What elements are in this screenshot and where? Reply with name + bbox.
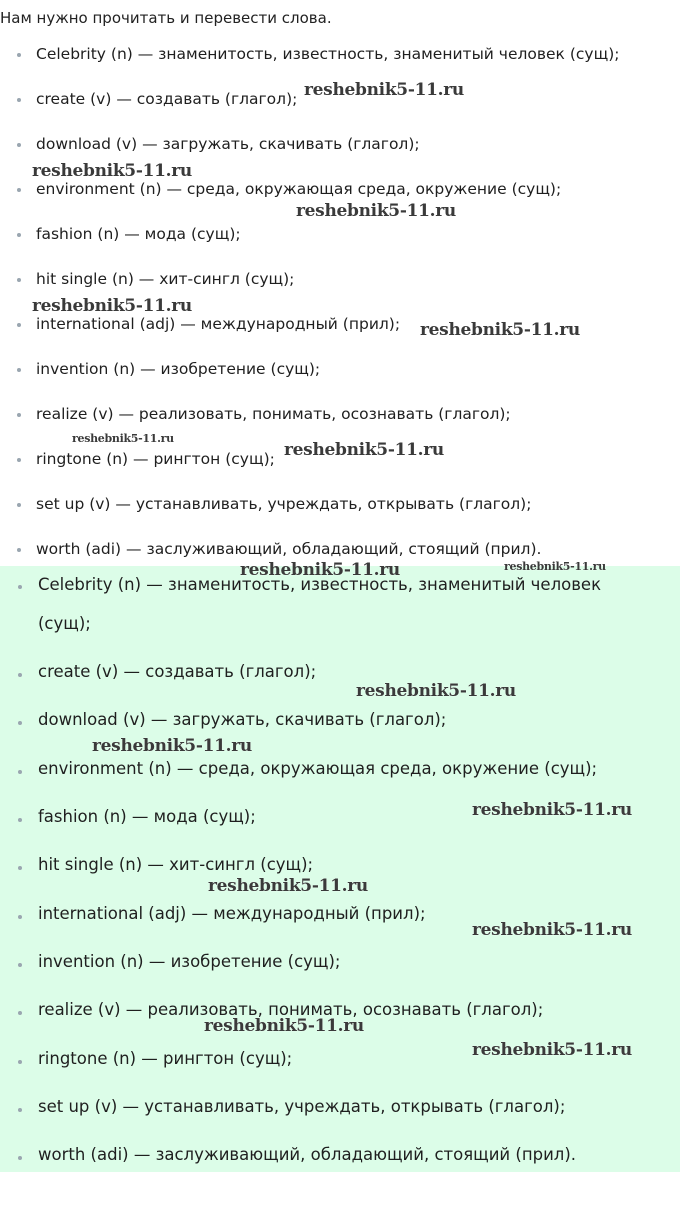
watermark: reshebnik5-11.ru (240, 560, 400, 580)
list-item-text: hit single (n) — хит-сингл (сущ); (38, 855, 314, 874)
watermark: reshebnik5-11.ru (204, 1016, 364, 1036)
bullet-icon (18, 585, 22, 589)
watermark: reshebnik5-11.ru (356, 681, 516, 701)
watermark: reshebnik5-11.ru (472, 800, 632, 820)
list-item-text: invention (n) — изобретение (сущ); (38, 952, 341, 971)
list-item-text: hit single (n) — хит-сингл (сущ); (36, 270, 295, 288)
bullet-icon (18, 963, 22, 967)
watermark: reshebnik5-11.ru (284, 440, 444, 460)
list-item-text: worth (adi) — заслуживающий, обладающий, стоящий (прил). (36, 540, 542, 558)
list-item-text: realize (v) — реализовать, понимать, осознавать (глагол); (36, 405, 511, 423)
list-item-text: download (v) — загружать, скачивать (глагол); (38, 710, 447, 729)
watermark: reshebnik5-11.ru (32, 296, 192, 316)
bullet-icon (18, 770, 22, 774)
bullet-icon (18, 1156, 22, 1160)
list-item-text: realize (v) — реализовать, понимать, осознавать (глагол); (38, 1000, 544, 1019)
bullet-icon (17, 548, 21, 552)
watermark: reshebnik5-11.ru (72, 432, 174, 445)
list-item (0, 0, 680, 63)
bullet-icon (18, 721, 22, 725)
list-item-text: fashion (n) — мода (сущ); (38, 807, 256, 826)
watermark: reshebnik5-11.ru (208, 876, 368, 896)
watermark: reshebnik5-11.ru (472, 920, 632, 940)
watermark: reshebnik5-11.ru (304, 80, 464, 100)
watermark: reshebnik5-11.ru (296, 201, 456, 221)
list-item-text: international (adj) — международный (прил); (38, 904, 426, 923)
bullet-icon (18, 866, 22, 870)
bullet-icon (18, 818, 22, 822)
bullet-icon (18, 1011, 22, 1015)
watermark: reshebnik5-11.ru (420, 320, 580, 340)
bullet-icon (18, 915, 22, 919)
list-item-text: Celebrity (n) — знаменитость, известность, знаменитый человек (сущ); (36, 45, 620, 63)
list-item-text: create (v) — создавать (глагол); (36, 90, 298, 108)
watermark: reshebnik5-11.ru (32, 161, 192, 181)
list-item-text: download (v) — загружать, скачивать (глагол); (36, 135, 420, 153)
list-item-text: international (adj) — международный (прил); (36, 315, 401, 333)
list-item (0, 495, 680, 558)
list-item (0, 225, 680, 288)
watermark: reshebnik5-11.ru (472, 1040, 632, 1060)
list-item-text: environment (n) — среда, окружающая среда, окружение (сущ); (38, 759, 598, 778)
list-item-text: ringtone (n) — рингтон (сущ); (38, 1049, 293, 1068)
list-item-text: create (v) — создавать (глагол); (38, 662, 317, 681)
list-item-text: fashion (n) — мода (сущ); (36, 225, 241, 243)
list-item-text: set up (v) — устанавливать, учреждать, открывать (глагол); (36, 495, 532, 513)
list-item-text: set up (v) — устанавливать, учреждать, открывать (глагол); (38, 1097, 566, 1116)
list-item-text-continued: (сущ); (38, 614, 91, 633)
list-item-text: invention (n) — изобретение (сущ); (36, 360, 321, 378)
list-item-text: worth (adi) — заслуживающий, обладающий, стоящий (прил). (38, 1145, 577, 1164)
watermark: reshebnik5-11.ru (504, 560, 606, 573)
bullet-icon (18, 673, 22, 677)
list-item (0, 360, 680, 423)
bullet-icon (18, 1060, 22, 1064)
watermark: reshebnik5-11.ru (92, 736, 252, 756)
list-item-text: ringtone (n) — рингтон (сущ); (36, 450, 275, 468)
list-item-text: environment (n) — среда, окружающая среда, окружение (сущ); (36, 180, 562, 198)
intro-text: Нам нужно прочитать и перевести слова. (0, 9, 332, 27)
bullet-icon (18, 1108, 22, 1112)
list-item-text: Celebrity (n) — знаменитость, известность, знаменитый человек (38, 575, 602, 594)
